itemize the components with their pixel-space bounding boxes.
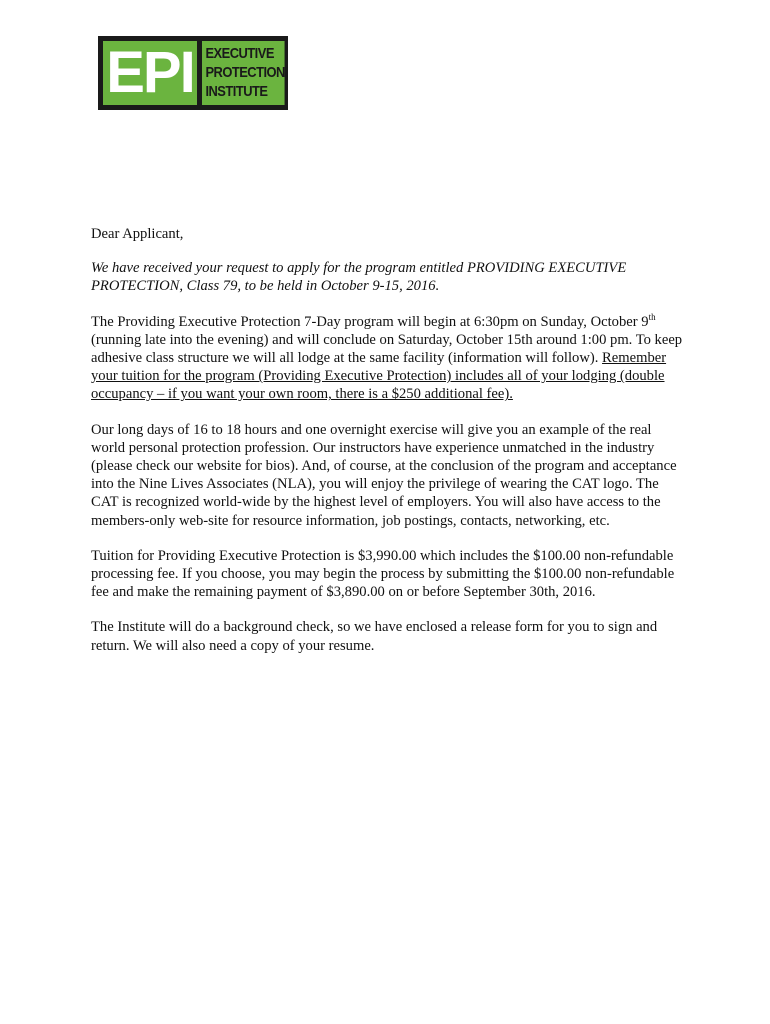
schedule-text-start: The Providing Executive Protection 7-Day program will begin at 6:30pm on Sunday, October 9: [91, 313, 649, 330]
letter-body: [91, 225, 683, 672]
logo-wordmark: [202, 41, 285, 105]
lodging-note: Remember your tuition for the program (Providing Executive Protection) includes all of your lodging (double occupancy – if you want your own room, there is a $250 additional fee).: [91, 350, 667, 403]
logo-line-executive: EXECUTIVE: [205, 45, 274, 62]
ordinal-suffix: th: [648, 311, 656, 322]
program-schedule-paragraph: [91, 313, 683, 404]
intro-paragraph: We have received your request to apply for the program entitled PROVIDING EXECUTIVE PROTECTION, Class 79, to be held in October 9-15, 2016.: [91, 260, 627, 295]
epi-logo: [98, 36, 288, 110]
logo-line-protection: PROTECTION: [205, 64, 285, 81]
logo-line-institute: INSTITUTE: [205, 83, 268, 100]
tuition-paragraph: Tuition for Providing Executive Protection is $3,990.00 which includes the $100.00 non-refundable processing fee. If you choose, you may begin the process by submitting the $100.00 non-refundable fee and make the remaining payment of $3,890.00 on or before September 30th, 2016.: [91, 547, 675, 601]
program-description-paragraph: Our long days of 16 to 18 hours and one overnight exercise will give you an example of the real world personal protection profession. Our instructors have experience unmatched in the industry (please check our website for bios). And, of course, at the conclusion of the program and acceptance into the Nine Lives Associates (NLA), you will enjoy the privilege of wearing the CAT logo. The CAT is recognized world-wide by the highest level of employers. You will also have access to the members-only web-site for resource information, job postings, contacts, networking, etc.: [91, 421, 677, 529]
salutation: Dear Applicant,: [91, 226, 184, 242]
background-check-paragraph: The Institute will do a background check, so we have enclosed a release form for you to sign and return. We will also need a copy of your resume.: [91, 619, 658, 654]
schedule-text-end: (running late into the evening) and will conclude on Saturday, October 15th around 1:00 pm. To keep adhesive class structure we will all lodge at the same facility (information will follow).: [91, 331, 683, 367]
logo-mark: EPI: [103, 41, 197, 105]
